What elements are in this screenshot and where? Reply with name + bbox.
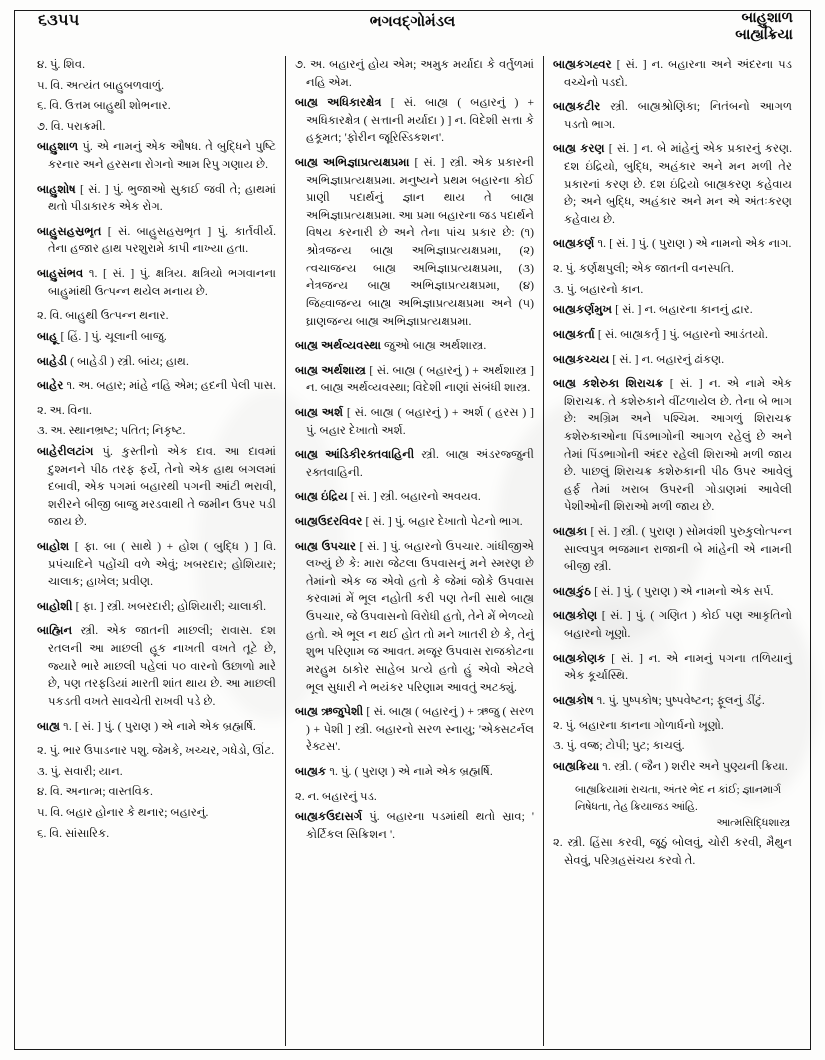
entry-headword: બાહેરીલટાંગ: [37, 444, 94, 458]
quotation-source: આત્મસિદ્ધિશાસ્ત્ર: [716, 816, 790, 829]
entry-sense: [37, 97, 276, 115]
entry-definition: [ સં. ] સ્ત્રી. બહારનો અવયવ.: [347, 490, 481, 504]
sense-text: વિ. અનાત્મ; વાસ્તવિક.: [47, 785, 153, 799]
sense-number: ૨.: [295, 789, 305, 803]
entry-headword: બાહ્ય ઉપચાર: [295, 539, 356, 553]
entry-sense: [37, 402, 276, 420]
sense-text: સ્ત્રી. હિંસા કરવી, જૂઠું બોલવું, ચોરી કરવી, મૈથુન સેવવું, પરિગ્રહસંચય કરવો તે.: [562, 835, 792, 867]
sense-number: ૨.: [37, 403, 47, 417]
dictionary-entry: [37, 181, 276, 216]
entry-headword: બાહ્ય આંડિકીરક્તવાહિની: [295, 448, 415, 462]
entry-definition: [ સં. ] સ્ત્રી. ( પુરાણ ) સોમવંશી પુરુકુલોત્પન્ન સાલ્વપુત્ર ભજમાન રાજાની બે માંહેની એ નામની બીજી સ્ત્રી.: [564, 525, 792, 574]
entry-definition: ૧. સ્ત્રી. ( જૈન ) શરીર અને પુણ્યની ક્રિયા.: [599, 759, 788, 773]
entry-sense: [37, 422, 276, 440]
column-3: [544, 56, 801, 1046]
sense-number: ૫.: [37, 78, 48, 92]
sense-number: ૩.: [553, 282, 564, 296]
entry-headword: બાહ્યકર્ણ: [553, 237, 595, 251]
entry-sense: [295, 788, 534, 806]
dictionary-entry: [553, 98, 792, 133]
page-number: ૬૩૫૫: [38, 12, 80, 29]
sense-number: ૪.: [37, 785, 48, 799]
column-1: [28, 56, 286, 1046]
sense-text: પું. ભાર ઉપાડનાર પશુ. જેમકે, ખચ્ચર, ગધેડો, ઊંટ.: [46, 744, 275, 758]
dictionary-entry: [37, 328, 276, 346]
dictionary-entry: [295, 154, 534, 330]
entry-definition: ૧. [ સં. ] પું. ક્ષત્રિય. ક્ષત્રિયો ભગવાનના બાહુમાંથી ઉત્પન્ન થયેલ મનાય છે.: [48, 267, 276, 298]
entry-headword: બાહ્યકઉદાસર્ગ: [295, 810, 363, 824]
entry-definition: સ્ત્રી. બાહ્યશ્રોણિકા; નિતંબનો આગળ પડતો ભાગ.: [564, 100, 792, 131]
sense-number: ૭.: [295, 58, 306, 71]
entry-headword: બાહુસંભવ: [37, 267, 84, 281]
entry-sense: [553, 717, 792, 735]
entry-sense: [37, 783, 276, 801]
entry-definition: [ સં. ] ન. એ નામે એક શિરાચક્ર. તે કશેરુકાને વીંટળાયેલ છે. તેના બે ભાગ છે: અગ્રિમ અને પશ્ચિમ. આગળું શિરાચક્ર કશેરુકાઓના પિંડભાગોની આગળ રહેલું છે અને તેમાં પિંડભાગોની અંદર રહેલી શિરાઓ મળી જાય છે. પાછલું શિરાચક્ર કશેરુકાની પીઠ ઉપર આવેલું હર્ફ તેમાં ખરાબ ઉપરની ગોડાણમાં આવેલી પેશીઓની શિરાઓ મળી જાય છે.: [564, 377, 792, 514]
sense-number: ૨.: [37, 744, 47, 758]
sense-text: અ. બહારનું હોય એમ; અમુક મર્યાદા કે વર્તુળમાં નહિ એમ.: [305, 58, 534, 89]
entry-headword: બાહ્ય ઇંદ્રિય: [295, 490, 348, 504]
entry-definition: પું. કુસ્તીનો એક દાવ. આ દાવમાં દુશ્મનને પીઠ તરફ ફર્યે, તેનો એક હાથ બગલમાં દબાવી, એક પગમાં બહારથી પગની આંટી ભરાવી, શરીરને બીજી બાજુ મરડવાથી તે જમીન ઉપર પડી જાય છે.: [48, 444, 276, 529]
entry-headword: બાહ્મિન: [37, 624, 73, 638]
entry-definition: ૧. પું. પુષ્પકોષ; પુષ્પવેષ્ટન; ફૂલનું ડીંટું.: [593, 693, 765, 707]
dictionary-entry: [553, 235, 792, 253]
sense-text: વિ. સાંસારિક.: [46, 826, 110, 840]
sense-number: ૩.: [37, 424, 48, 438]
dictionary-entry: [295, 404, 534, 439]
dictionary-entry: [553, 301, 792, 319]
entry-headword: બાહ્યકટીર: [553, 100, 601, 114]
entry-headword: બાહ્યઉદરવિવર: [295, 515, 363, 529]
dictionary-entry: [553, 583, 792, 601]
entry-definition: ( બાહેડી ) સ્ત્રી. બાંય; હાથ.: [67, 354, 189, 368]
dictionary-entry: [553, 607, 792, 642]
dictionary-entry: [37, 138, 276, 173]
dictionary-entry: [295, 94, 534, 147]
entry-definition: સ્ત્રી. એક જાતની માછલી; રાવાસ. દશ રતલની આ માછલી હૂક નાખતી વખતે તૂટે છે, જ્યારે ભારે માછલી પહેલાં ૫૦ વારનો ઉછાળો મારે છે, પણ તરફડિયાં મારતી શાંત થાય છે. આ માછલી પકડતી વખતે સાવચેતી રાખવી પડે છે.: [48, 624, 276, 708]
entry-sense: [37, 804, 276, 822]
sense-number: ૬.: [37, 826, 47, 840]
dictionary-entry: [295, 808, 534, 843]
entry-headword: બાહ્ય: [37, 719, 61, 733]
entry-headword: બાહુશાળ: [37, 140, 79, 154]
sense-text: અ. વિના.: [46, 403, 92, 417]
dictionary-entry: [37, 538, 276, 591]
entry-headword: બાહેડી: [37, 354, 68, 368]
dictionary-entry: [295, 488, 534, 506]
dictionary-entry: [37, 223, 276, 258]
sense-text: પું. બહારનો કાન.: [563, 282, 644, 296]
dictionary-entry: [553, 650, 792, 685]
sense-text: પું. બહારના કાનના ગોળાર્ધનો ખૂણો.: [562, 718, 724, 732]
dictionary-entry: [295, 337, 534, 355]
entry-headword: બાહોશી: [37, 599, 73, 613]
dictionary-entry: [553, 140, 792, 228]
entry-definition: [ સં. બાહ્યકર્તૃ ] પું. બહારનો આડંતયો.: [594, 327, 768, 341]
entry-headword: બાહ્ય કશેરુકા શિરાચક્ર: [553, 377, 664, 391]
guide-word-last: બાહ્યક્રિયા: [735, 27, 793, 44]
entry-headword: બાહ્ય ઋજુપેશી: [295, 705, 364, 719]
column-2: [286, 56, 544, 1046]
running-head: [16, 10, 809, 54]
entry-sense: [37, 742, 276, 760]
entry-definition: [ સં. બાહ્ય ( બહારનું ) + ઋજુ ( સરળ ) + પેશી ] સ્ત્રી. બહારનો સરળ સ્નાયુ; 'એક્સટર્નલ રેક્ટસ'.: [306, 705, 534, 754]
sense-number: ૭.: [37, 119, 48, 133]
dictionary-entry: [553, 326, 792, 344]
entry-sense: [37, 118, 276, 136]
dictionary-entry: [37, 443, 276, 531]
dictionary-entry: [553, 351, 792, 369]
entry-definition: [ સં. ] ન. બહારના કાનનું દ્વાર.: [612, 303, 753, 317]
entry-sense: [553, 260, 792, 278]
dictionary-entry: [37, 598, 276, 616]
entry-headword: બાહ્યકોષ: [553, 693, 594, 707]
entry-sense: [553, 834, 792, 869]
entry-sense: [553, 737, 792, 755]
sense-number: ૩.: [553, 739, 564, 753]
entry-definition: [ ફા. બા ( સાથે ) + હોશ ( બુદ્ધિ ) ] વિ. પ્રપંચાદિને પહોંચી વળે એવું; ખબરદાર; હોશિયાર; ચાલાક; હાખેલ; પ્રવીણ.: [48, 540, 276, 589]
entry-definition: [ સં. ] પું. ભુજાઓ સુકાઈ જવી તે; હાથમાં થતો પીડાકારક એક રોગ.: [48, 182, 276, 214]
entry-definition: [ સં. ] ન. બહારનું ઢાંકણ.: [609, 352, 725, 366]
sense-number: ૬.: [37, 99, 47, 113]
entry-definition: [ સં. બાહ્ય ( બહારનું ) + અધિકારક્ષેત્ર ( સત્તાની મર્યાદા ) ] ન. વિદેશી સત્તા કે હકૂમત; 'ફોરીન જૂરિસ્ડિકશન'.: [306, 96, 534, 145]
entry-headword: બાહ્યક્રિયા: [553, 759, 600, 773]
dictionary-entry: [37, 353, 276, 371]
sense-number: ૫.: [37, 805, 48, 819]
entry-headword: બાહ્યકોણ: [553, 609, 598, 623]
entry-definition: પું. બહારના પડમાંથી થતો સ્રાવ; ' કોર્ટિકલ સિક્રિશન '.: [306, 810, 534, 841]
dictionary-entry: [553, 56, 792, 91]
entry-definition: [ સં. બાહુસહસ્રભૃત ] પું. કાર્તવીર્ય. તેના હજાર હાથ પરશુરામે કાપી નાખ્યા હતા.: [48, 224, 276, 256]
entry-sense: [37, 56, 276, 74]
entry-headword: બાહ્યકગહ્વર: [553, 58, 612, 71]
sense-text: વિ. અત્યંત બાહુબળવાળું.: [47, 78, 164, 92]
entry-definition: [ સં. ] ન. એ નામનું પગના તળિયાનું એક કૂર્ચાસ્થિ.: [564, 651, 792, 683]
entry-sense: [37, 307, 276, 325]
entry-headword: બાહુશોષ: [37, 182, 76, 196]
entry-quotation: [553, 782, 792, 831]
text-columns: [28, 56, 801, 1046]
dictionary-entry: [295, 362, 534, 397]
entry-headword: બાહ્ય અર્થશાસ્ત્ર: [295, 363, 366, 377]
entry-definition: [ હિં. ] પું. ચૂલાની બાજુ.: [57, 329, 167, 343]
entry-sense: [37, 763, 276, 781]
entry-sense: [295, 56, 534, 91]
entry-headword: બાહ્યકા: [553, 525, 588, 539]
dictionary-entry: [553, 375, 792, 516]
entry-definition: [ સં. ] ન. બે માંહેનું એક પ્રકારનું કરણ. દશ ઇંદ્રિયો, બુદ્ધિ, અહંકાર અને મન મળી તેર પ્રકારનાં કરણ છે. દશ ઇંદ્રિયો બાહ્યકરણ કહેવાય છે; અને બુદ્ધિ, અહંકાર અને મન એ અંતઃકરણ કહેવાય છે.: [564, 142, 792, 226]
entry-definition: સ્ત્રી. બાહ્ય અંડરજ્જુની રક્તવાહિની.: [306, 448, 534, 479]
entry-headword: બાહ્ય કરણ: [553, 142, 605, 156]
entry-sense: [37, 825, 276, 843]
entry-headword: બાહ્યક: [295, 764, 327, 778]
dictionary-entry: [553, 692, 792, 710]
entry-headword: બાહ્યકુંઠ: [553, 584, 591, 598]
entry-sense: [553, 281, 792, 299]
dictionary-entry: [37, 377, 276, 395]
entry-definition: ૧. [ સં. ] પું. ( પુરાણ ) એ નામનો એક નાગ.: [594, 237, 792, 251]
sense-number: ૨.: [553, 835, 563, 849]
entry-definition: [ સં. ] સ્ત્રી. એક પ્રકારની અભિજ્ઞાપ્રત્યક્ષપ્રમા. મનુષ્યને પ્રથમ બહારના કોઈ પ્રાણી પદાર્થનું જ્ઞાન થાય તે બાહ્ય અભિજ્ઞાપ્રત્યક્ષપ્રમા. આ પ્રમા બહારના જડ પદાર્થને વિષય કરનારી છે અને તેના પાંચ પ્રકાર છે: (૧) શ્રોત્રજન્ય બાહ્ય અભિજ્ઞાપ્રત્યક્ષપ્રમા, (૨) ત્વચાજન્ય બાહ્ય અભિજ્ઞાપ્રત્યક્ષપ્રમા, (૩) નેત્રજન્ય બાહ્ય અભિજ્ઞાપ્રત્યક્ષપ્રમા, (૪) જિહ્વાજન્ય બાહ્ય અભિજ્ઞાપ્રત્યક્ષપ્રમા અને (૫) ઘ્રાણજન્ય બાહ્ય અભિજ્ઞાપ્રત્યક્ષપ્રમા.: [306, 156, 534, 328]
sense-text: પું. શિવ.: [47, 58, 85, 71]
entry-definition: [ સં. ] પું. બહારનો ઉપચાર. ગાંધીજીએ લખ્યું છે કે: મારા જેટલા ઉપવાસનું મને સ્મરણ છે તેમાંનો એક જ એવો હતો કે જેમાં જોકે ઉપવાસ કરવામાં મેં ભૂલ નહોતી કરી પણ તેની સાથે બાહ્ય ઉપચાર, જે ઉપવાસનો વિરોધી હતો, તેને મેં ભેળવ્યો હતો. એ ભૂલ ન થઈ હોત તો મને ખાતરી છે કે, તેનું શુભ પરિણામ જ આવત. મજૂર ઉપવાસ રાજકોટના મરહુમ ઠાકોર સાહેબ પ્રત્યે હતો હું એવો એટલે ભૂલ સુધારી ને ભયંકર પરિણામ આવતું અટક્યું.: [306, 539, 534, 694]
entry-headword: બાહ્ય અર્શ: [295, 405, 344, 419]
entry-definition: [ ફા. ] સ્ત્રી. ખબરદારી; હોશિયારી; ચાલાકી.: [72, 599, 266, 613]
dictionary-entry: [37, 622, 276, 710]
entry-headword: બાહ્ય અર્થવ્યવસ્થા: [295, 339, 381, 353]
entry-definition: [ સં. ] પું. ( ગણિત ) કોઈ પણ આકૃતિનો બહારનો ખૂણો.: [564, 609, 792, 641]
dictionary-entry: [295, 763, 534, 781]
dictionary-entry: [295, 446, 534, 481]
dictionary-entry: [553, 758, 792, 776]
entry-headword: બાહેર: [37, 379, 64, 393]
entry-headword: બાહ્યકર્ણમુખ: [553, 303, 613, 317]
entry-definition: [ સં. ] ન. બહારના અને અંદરના પડ વચ્ચેનો પડદો.: [564, 58, 792, 89]
sense-number: ૨.: [37, 309, 47, 323]
entry-headword: બાહ્ય અધિકારક્ષેત્ર: [295, 96, 382, 110]
entry-definition: જુઓ બાહ્ય અર્થશાસ્ત્ર.: [380, 339, 487, 353]
sense-text: વિ. બાહુથી ઉત્પન્ન થનાર.: [46, 309, 169, 323]
sense-number: ૨.: [553, 718, 563, 732]
entry-definition: પું. એ નામનું એક ઔષધ. તે બુદ્ધિને પુષ્ટિ કરનાર અને હરસના રોગનો આમ રિપુ ગણાય છે.: [48, 140, 276, 172]
book-title: ભગવદ્ગોમંડલ: [369, 14, 456, 30]
sense-text: પું. વજ્ર; ટોપી; પુટ; કાચલું.: [563, 739, 685, 753]
entry-definition: ૧. અ. બહાર; માંહે નહિ એમ; હદની પેલી પાસ.: [63, 379, 276, 393]
sense-number: ૩.: [37, 764, 48, 778]
entry-definition: ૧. [ સં. ] પું. ( પુરાણ ) એ નામે એક બ્રહ્મર્ષિ.: [60, 719, 256, 733]
sense-text: વિ. ઉત્તમ બાહુથી શોભનાર.: [46, 99, 171, 113]
entry-sense: [37, 77, 276, 95]
entry-definition: [ સં. બાહ્ય ( બહારનું ) + અર્શ ( હરસ ) ] પું. બહાર દેખાતો અર્શ.: [306, 405, 534, 437]
entry-headword: બાહ્ય અભિજ્ઞાપ્રત્યક્ષપ્રમા: [295, 156, 410, 170]
entry-definition: [ સં. બાહ્ય ( બહારનું ) + અર્થશાસ્ત્ર ] ન. બાહ્ય અર્થવ્યવસ્થા; વિદેશી નાણાં સંબંધી શાસ્ત્ર.: [306, 363, 534, 395]
dictionary-entry: [37, 265, 276, 300]
entry-headword: બાહુસહસ્રભૃત: [37, 224, 102, 238]
entry-headword: બાહ્યકર્તા: [553, 327, 595, 341]
sense-number: ૪.: [37, 58, 48, 71]
sense-text: પું. કર્ણક્ષપુલી; એક જાતની વનસ્પતિ.: [562, 262, 734, 276]
sense-text: વિ. પરાક્રમી.: [47, 119, 106, 133]
sense-text: પું. સવારી; યાન.: [47, 764, 123, 778]
sense-text: ન. બહારનું પડ.: [304, 789, 377, 803]
dictionary-entry: [295, 703, 534, 756]
entry-definition: [ સં. ] પું. બહાર દેખાતો પેટનો ભાગ.: [362, 515, 523, 529]
entry-definition: ૧. પું. ( પુરાણ ) એ નામે એક બ્રહ્મર્ષિ.: [326, 764, 493, 778]
entry-headword: બાહૂ: [37, 329, 58, 343]
dictionary-entry: [553, 523, 792, 576]
sense-text: વિ. બહાર હોનાર કે થનાર; બહારનું.: [47, 805, 209, 819]
dictionary-entry: [37, 718, 276, 736]
entry-headword: બાહોશ: [37, 540, 70, 554]
dictionary-entry: [295, 513, 534, 531]
sense-number: ૨.: [553, 262, 563, 276]
sense-text: અ. સ્થાનભ્રષ્ટ; પતિત; નિકૃષ્ટ.: [47, 424, 186, 438]
entry-headword: બાહ્યકોણક: [553, 651, 606, 665]
guide-word-first: બાહુશાળ: [741, 10, 793, 26]
entry-headword: બાહ્યકચ્ચય: [553, 352, 610, 366]
guide-words: [735, 10, 793, 44]
dictionary-entry: [295, 538, 534, 696]
quotation-text: બાહ્યક્રિયામાં રાચતા, અંતર ભેદ ન કાંઈ; જ્ઞાનમાર્ગ નિષેધતા, તેહ ક્રિયાજડ આંહિ.: [575, 784, 782, 813]
entry-definition: [ સં. ] પું. ( પુરાણ ) એ નામનો એક સર્પ.: [591, 584, 774, 598]
